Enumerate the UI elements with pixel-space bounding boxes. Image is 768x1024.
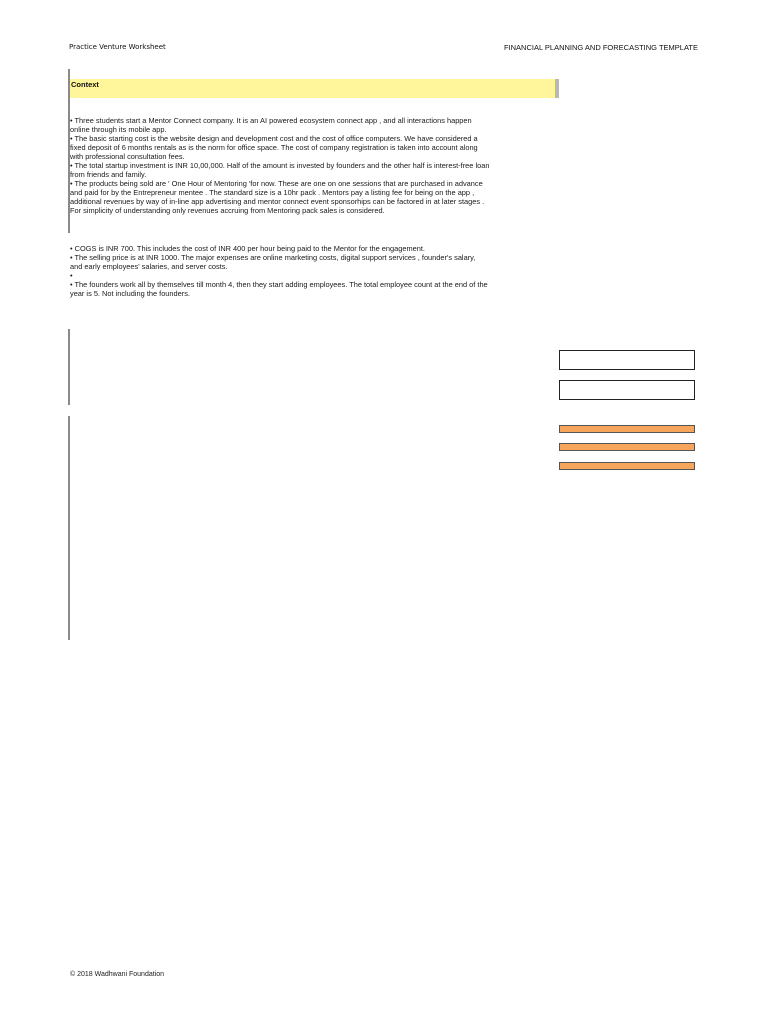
context-label: Context bbox=[71, 80, 99, 89]
worksheet-title: Practice Venture Worksheet bbox=[69, 43, 166, 51]
input-cell-1[interactable] bbox=[559, 350, 695, 370]
highlight-cell-2[interactable] bbox=[559, 443, 695, 451]
input-cell-2[interactable] bbox=[559, 380, 695, 400]
highlight-cell-1[interactable] bbox=[559, 425, 695, 433]
template-title: FINANCIAL PLANNING AND FORECASTING TEMPLATE bbox=[503, 43, 698, 52]
section-divider-3 bbox=[68, 416, 70, 640]
section-divider-2 bbox=[68, 329, 70, 405]
copyright-footer: © 2018 Wadhwani Foundation bbox=[70, 971, 165, 978]
highlight-cell-3[interactable] bbox=[559, 462, 695, 470]
context-header-band bbox=[70, 79, 559, 98]
context-paragraph-1: • Three students start a Mentor Connect company. It is an AI powered ecosystem connect app , and all interactions happen online through its mobile app. • The basic starting cost is the website design and development cost and the cost of office computers. We have considered a fixed deposit of 6 months rentals as is the norm for office space. The cost of company registration is taken into account along with professional consultation fees. • The total startup investment is INR 10,00,000. Half of the amount is invested by founders and the other half is interest-free loan from friends and family. • The products being sold are ' One Hour of Mentoring 'for now. These are one on one sessions that are purchased in advance and paid for by the Entrepreneur mentee . The standard size is a 10hr pack . Mentors pay a listing fee for being on the app , additional revenues by way of in-line app advertising and mentor connect event sponsorhips can be factored in at later stages . For simplicity of understanding only revenues accruing from Mentoring pack sales is considered. bbox=[70, 116, 490, 216]
context-paragraph-2: • COGS is INR 700. This includes the cost of INR 400 per hour being paid to the Mentor for the engagement. • The selling price is at INR 1000. The major expenses are online marketing costs, digital support services , founder's salary, and early employees' salaries, and server costs. • • The founders work all by themselves till month 4, then they start adding employees. The total employee count at the end of the year is 5. Not including the founders. bbox=[70, 244, 488, 299]
